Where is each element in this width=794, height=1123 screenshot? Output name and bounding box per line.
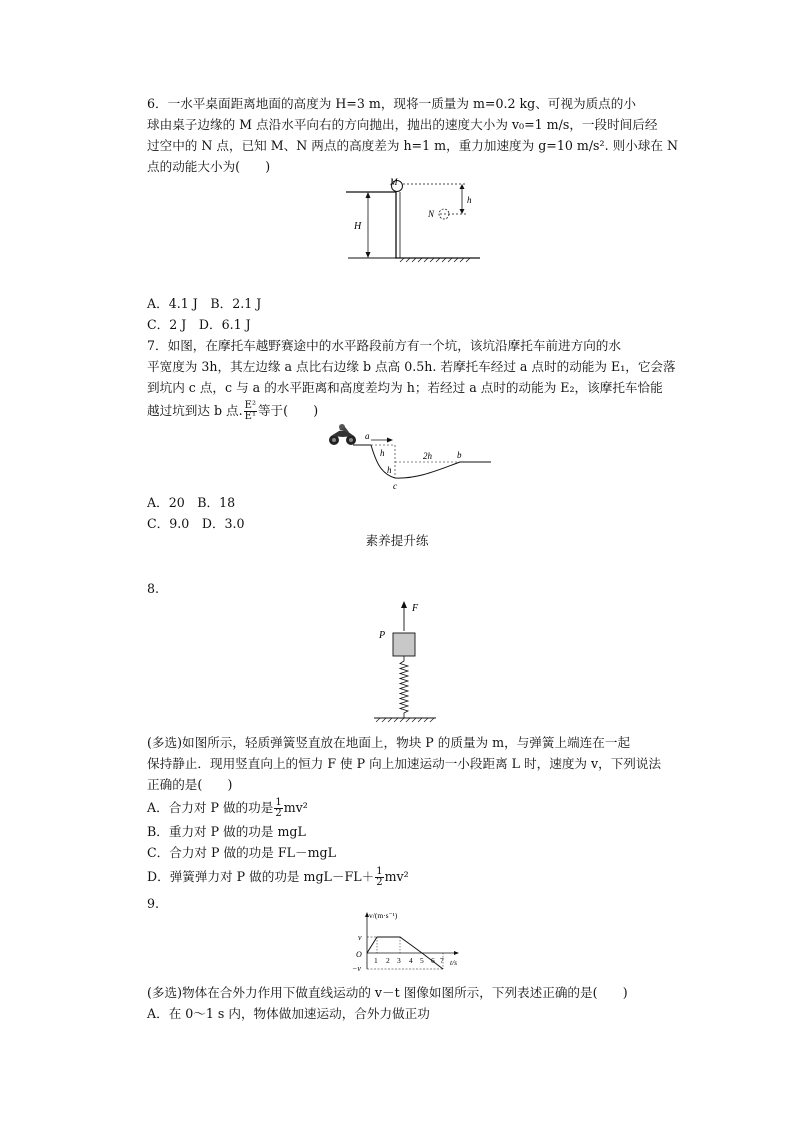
q8-figure xyxy=(368,597,448,729)
q7-h1-label: h xyxy=(380,448,385,458)
q8-option-D-text: D．弹簧弹力对 P 做的功是 mgL－FL＋ xyxy=(147,869,375,884)
q9-tick-1: 1 xyxy=(374,956,378,965)
q8-force-arrowhead xyxy=(401,601,407,608)
q6-text xyxy=(147,93,678,177)
q8-spring xyxy=(400,656,408,718)
q8-ground-hatch xyxy=(376,718,434,722)
q9-tick-2: 2 xyxy=(386,956,390,965)
q6-h-label: h xyxy=(467,195,472,205)
q9-vpos-label: v xyxy=(358,933,362,942)
q7-options-cd: C．9.0 D．3.0 xyxy=(147,516,245,531)
q8-option-A-fraction xyxy=(274,798,282,819)
q9-tick-7: 7 xyxy=(440,956,444,965)
q8-option-D-post: mv² xyxy=(384,869,409,884)
q8-line-1: (多选)如图所示，轻质弹簧竖直放在地面上，物块 P 的质量为 m，与弹簧上端连在一起 xyxy=(147,735,631,750)
q7-b-label: b xyxy=(457,450,462,460)
q7-line-3: 到坑内 c 点，c 与 a 的水平距离和高度差均为 h；若经过 a 点时的动能为 E₂，该摩托车恰能 xyxy=(147,380,663,395)
q7-fraction xyxy=(244,401,257,422)
q6-line-4: 点的动能大小为( ) xyxy=(147,159,271,174)
q9-vt-graph xyxy=(346,909,466,973)
q6-line-2: 球由桌子边缘的 M 点沿水平向右的方向抛出，抛出的速度大小为 v₀=1 m/s，一段时间后经 xyxy=(147,117,658,132)
q9-vneg-label: −v xyxy=(352,964,361,973)
motorcycle-icon xyxy=(329,424,356,445)
q9-origin: O xyxy=(356,950,362,959)
q7-2h-label: 2h xyxy=(423,451,432,461)
q8-option-A-text: A．合力对 P 做的功是 xyxy=(147,800,274,815)
q8-option-A-post: mv² xyxy=(283,800,308,815)
q9-text xyxy=(147,982,667,1024)
q9-ylabel: v/(m·s⁻¹) xyxy=(369,911,398,920)
q7-options-ab: A．20 B．18 xyxy=(147,495,236,510)
q6-h-arrowhead-up xyxy=(460,184,465,189)
q7-a-label: a xyxy=(365,431,370,441)
q7-h2-label: h xyxy=(387,465,392,475)
q6-N-label: N xyxy=(428,209,435,219)
q8-line-2: 保持静止．现用竖直向上的恒力 F 使 P 向上加速运动一小段距离 L 时，速度为 v，下列说法 xyxy=(147,756,662,771)
q7-line-2: 平宽度为 3h，其左边缘 a 点比右边缘 b 点高 0.5h. 若摩托车经过 a 点时的动能为 E₁，它会落 xyxy=(147,359,676,374)
q8-block-P xyxy=(393,633,415,656)
q9-tick-6: 6 xyxy=(431,956,435,965)
q9-tick-3: 3 xyxy=(397,956,401,965)
q8-option-D-den: 2 xyxy=(376,877,383,888)
q6-line-3: 过空中的 N 点，已知 M、N 两点的高度差为 h=1 m，重力加速度为 g=10 m/s². 则小球在 N xyxy=(147,138,678,153)
q7-figure xyxy=(323,422,495,492)
q8-option-A-num: 1 xyxy=(275,797,282,808)
q9-line-1: (多选)物体在合外力作用下做直线运动的 v－t 图像如图所示，下列表述正确的是( ) xyxy=(147,985,628,1000)
q7-line-1: 7．如图，在摩托车越野赛途中的水平路段前方有一个坑，该坑沿摩托车前进方向的水 xyxy=(147,338,621,353)
q8-option-C: C．合力对 P 做的功是 FL－mgL xyxy=(147,845,336,860)
q9-line-2: A．在 0～1 s 内，物体做加速运动，合外力做正功 xyxy=(147,1006,430,1021)
q6-H-label: H xyxy=(354,221,362,232)
q9-xlabel: t/s xyxy=(450,958,458,967)
q6-h-arrowhead-down xyxy=(460,209,465,214)
q6-line-1: 6．一水平桌面距离地面的高度为 H=3 m，现将一质量为 m=0.2 kg、可视为质点的小 xyxy=(147,96,636,111)
q7-frac-num: E² xyxy=(244,400,256,411)
q7-line-4 xyxy=(147,398,667,424)
q6-options-cd: C．2 J D．6.1 J xyxy=(147,317,251,332)
q9-tick-4: 4 xyxy=(409,956,413,965)
q8-option-A-den: 2 xyxy=(275,808,282,819)
q8-F-label: F xyxy=(412,603,419,614)
q6-H-arrowhead-up xyxy=(366,192,371,198)
q7-frac-den: E¹ xyxy=(244,411,256,422)
q6-options-ab: A．4.1 J B．2.1 J xyxy=(147,296,262,311)
q7-options xyxy=(147,492,667,534)
q7-velocity-arrowhead xyxy=(387,438,393,443)
q6-M-label: M xyxy=(390,177,398,187)
q8-P-label: P xyxy=(379,630,386,641)
q6-figure xyxy=(340,176,485,264)
q9-tick-5: 5 xyxy=(420,956,424,965)
q8-text xyxy=(147,732,667,891)
q8-number: 8. xyxy=(147,581,160,596)
q8-line-3: 正确的是( ) xyxy=(147,777,233,792)
q8-option-A xyxy=(147,795,667,821)
q9-number: 9. xyxy=(147,896,160,911)
q7-c-label: c xyxy=(393,481,397,491)
q8-option-B: B．重力对 P 做的功是 mgL xyxy=(147,824,306,839)
q8-option-D-num: 1 xyxy=(376,866,383,877)
q9-x-arrowhead xyxy=(454,951,459,955)
q8-option-D xyxy=(147,863,667,891)
section-title: 素养提升练 xyxy=(365,533,429,548)
q6-options xyxy=(147,293,667,335)
q7-text xyxy=(147,335,676,424)
q6-H-arrowhead-down xyxy=(366,252,371,258)
q8-option-D-fraction xyxy=(375,867,383,888)
q7-line-4-pre: 越过坑到达 b 点. xyxy=(147,403,243,418)
q7-line-4-post: 等于( ) xyxy=(257,403,319,418)
